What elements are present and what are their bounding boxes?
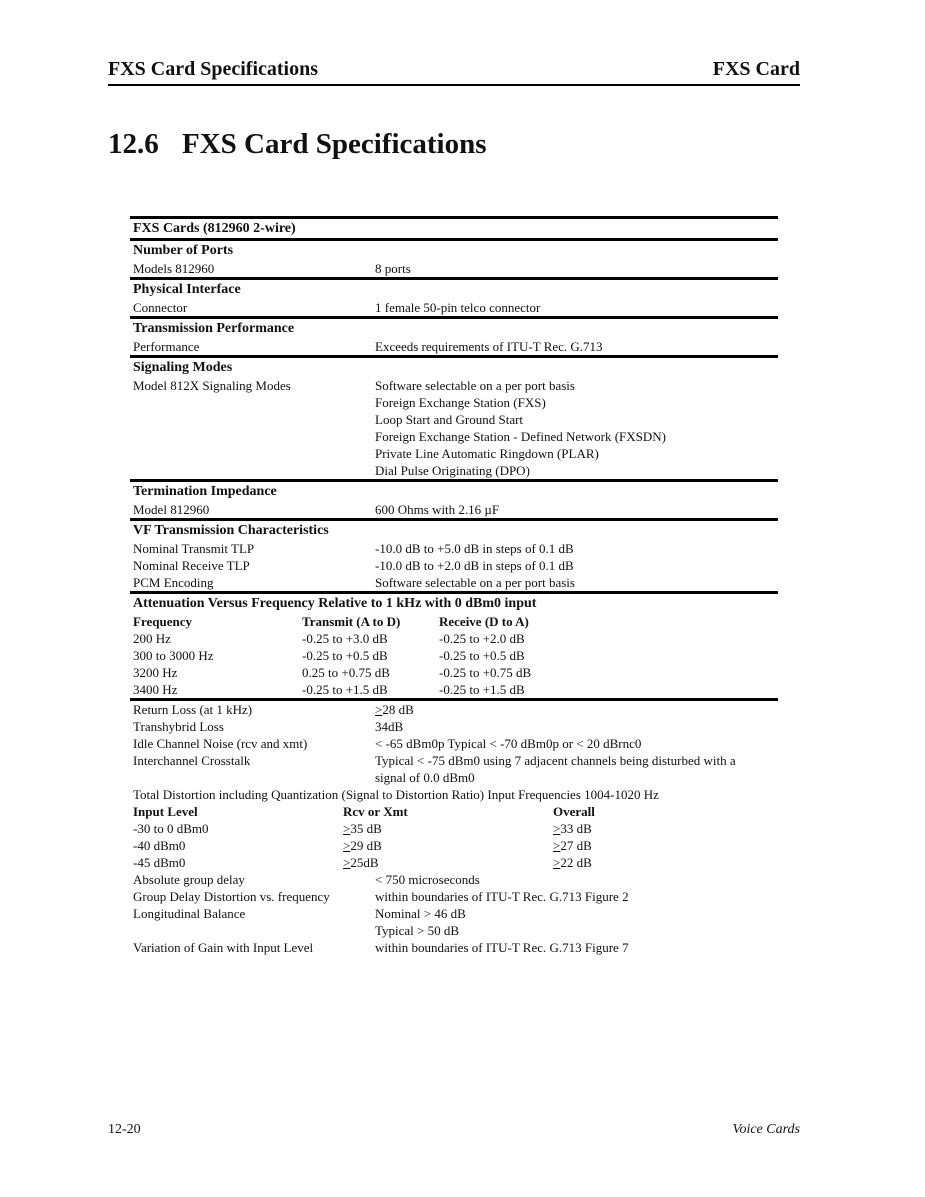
spec-value <box>375 540 775 557</box>
cell-value: 22 dB <box>560 855 592 870</box>
section-title-text: FXS Card Specifications <box>182 128 487 160</box>
spec-value-line <box>375 338 775 355</box>
spec-value-text: Nominal > 46 dB <box>375 906 466 921</box>
table-cell: -45 dBm0 <box>133 855 186 870</box>
cell-value: 25dB <box>350 855 379 870</box>
input-level-row <box>130 837 778 854</box>
attenuation-rows <box>130 630 778 698</box>
spec-row <box>130 939 778 956</box>
spec-value-text: < 750 microseconds <box>375 872 480 887</box>
spec-key: Nominal Transmit TLP <box>133 541 255 556</box>
table-cell: -0.25 to +0.5 dB <box>439 648 525 663</box>
spec-value-line <box>375 888 775 905</box>
table-cell: 3200 Hz <box>133 665 178 680</box>
spec-key: Performance <box>133 339 200 354</box>
spec-value-text: within boundaries of ITU-T Rec. G.713 Figure 7 <box>375 940 629 955</box>
input-level-header-row <box>130 803 778 820</box>
attenuation-header-row <box>130 613 778 630</box>
spec-key: Nominal Receive TLP <box>133 558 250 573</box>
column-header: Rcv or Xmt <box>343 804 408 819</box>
spec-value-text: Foreign Exchange Station (FXS) <box>375 395 546 410</box>
table-title: FXS Cards (812960 2-wire) <box>133 221 296 236</box>
header-right: FXS Card <box>712 58 800 80</box>
spec-value-text: Software selectable on a per port basis <box>375 575 575 590</box>
cell-value: 35 dB <box>350 821 382 836</box>
spec-key: Connector <box>133 300 188 315</box>
spec-key: Return Loss (at 1 kHz) <box>133 702 253 717</box>
spec-value-line <box>375 871 775 888</box>
table-cell: -0.25 to +2.0 dB <box>439 631 525 646</box>
spec-value-line <box>375 428 775 445</box>
column-header: Receive (D to A) <box>439 614 529 629</box>
spec-key: Transhybrid Loss <box>133 719 224 734</box>
table-cell <box>553 820 775 837</box>
spec-row <box>130 871 778 888</box>
spec-value-line <box>375 574 775 591</box>
spec-key: Variation of Gain with Input Level <box>133 940 314 955</box>
spec-value <box>375 718 775 735</box>
chapter-name: Voice Cards <box>732 1122 800 1137</box>
table-cell: -30 to 0 dBm0 <box>133 821 209 836</box>
spec-value-line <box>375 462 775 479</box>
spec-row <box>130 540 778 557</box>
spec-key: Absolute group delay <box>133 872 245 887</box>
input-level-row <box>130 820 778 837</box>
input-level-rows <box>130 820 778 871</box>
greater-equal-sign: > <box>553 855 561 870</box>
spec-value-text: Foreign Exchange Station - Defined Network (FXSDN) <box>375 429 666 444</box>
table-cell <box>343 837 553 854</box>
table-cell: 3400 Hz <box>133 682 178 697</box>
spec-value <box>375 871 775 888</box>
table-cell: -0.25 to +1.5 dB <box>439 682 525 697</box>
spec-key: Model 812X Signaling Modes <box>133 378 291 393</box>
spec-value-line <box>375 377 775 394</box>
spec-row <box>130 888 778 905</box>
input-level-row <box>130 854 778 871</box>
spec-row <box>130 377 778 479</box>
attenuation-heading: Attenuation Versus Frequency Relative to 1 kHz with 0 dBm0 input <box>133 596 537 611</box>
table-cell: -40 dBm0 <box>133 838 186 853</box>
group-heading: VF Transmission Characteristics <box>133 523 329 538</box>
table-cell: 300 to 3000 Hz <box>133 648 214 663</box>
spec-groups <box>130 238 778 591</box>
spec-value-text: Dial Pulse Originating (DPO) <box>375 463 530 478</box>
spec-row <box>130 718 778 735</box>
spec-value <box>375 501 775 518</box>
spec-value <box>375 338 775 355</box>
attenuation-row <box>130 664 778 681</box>
spec-row <box>130 905 778 939</box>
greater-equal-sign: > <box>553 821 561 836</box>
page-number: 12-20 <box>108 1122 141 1137</box>
spec-value <box>375 299 775 316</box>
group-heading: Number of Ports <box>133 243 234 258</box>
spec-value-text: 600 Ohms with 2.16 µF <box>375 502 500 517</box>
spec-value-line <box>375 752 775 769</box>
spec-value-text: 34dB <box>375 719 404 734</box>
attenuation-row <box>130 681 778 698</box>
spec-value-text: Typical > 50 dB <box>375 923 460 938</box>
spec-row <box>130 701 778 718</box>
spec-value-text: 8 ports <box>375 261 411 276</box>
spec-row <box>130 260 778 277</box>
spec-value-line <box>375 922 775 939</box>
section-number: 12.6 <box>108 128 159 160</box>
spec-value-text: -10.0 dB to +5.0 dB in steps of 0.1 dB <box>375 541 574 556</box>
spec-value-line <box>375 299 775 316</box>
spec-value-line <box>375 769 775 786</box>
spec-value <box>375 752 775 786</box>
attenuation-row <box>130 630 778 647</box>
spec-value <box>375 574 775 591</box>
spec-value-line <box>375 735 775 752</box>
header-left: FXS Card Specifications <box>108 58 318 80</box>
spec-key: Group Delay Distortion vs. frequency <box>133 889 330 904</box>
cell-value: 29 dB <box>350 838 382 853</box>
greater-equal-sign: > <box>343 838 351 853</box>
spec-value-line <box>375 939 775 956</box>
table-cell <box>553 837 775 854</box>
spec-value-text: 28 dB <box>382 702 414 717</box>
spec-key: Interchannel Crosstalk <box>133 753 251 768</box>
table-cell: 200 Hz <box>133 631 171 646</box>
spec-value-text: -10.0 dB to +2.0 dB in steps of 0.1 dB <box>375 558 574 573</box>
spec-value-line <box>375 718 775 735</box>
cell-value: 33 dB <box>560 821 592 836</box>
spec-value <box>375 905 775 939</box>
table-cell <box>343 854 553 871</box>
table-cell: -0.25 to +3.0 dB <box>302 631 388 646</box>
spec-value-line <box>375 445 775 462</box>
group-heading: Termination Impedance <box>133 484 277 499</box>
spec-value-text: < -65 dBm0p Typical < -70 dBm0p or < 20 dBrnc0 <box>375 736 642 751</box>
spec-value <box>375 260 775 277</box>
group-heading: Transmission Performance <box>133 321 295 336</box>
spec-value <box>375 888 775 905</box>
section-title <box>108 128 487 161</box>
column-header: Frequency <box>133 614 192 629</box>
spec-value-line <box>375 701 775 718</box>
spec-value-text: 1 female 50-pin telco connector <box>375 300 541 315</box>
table-cell: -0.25 to +0.75 dB <box>439 665 532 680</box>
group-heading: Signaling Modes <box>133 360 233 375</box>
spec-value-line <box>375 260 775 277</box>
spec-value-text: signal of 0.0 dBm0 <box>375 770 475 785</box>
spec-key: Model 812960 <box>133 502 210 517</box>
greater-equal-sign: > <box>375 702 383 717</box>
spec-row <box>130 299 778 316</box>
spec-value-text: Exceeds requirements of ITU-T Rec. G.713 <box>375 339 603 354</box>
spec-value-text: within boundaries of ITU-T Rec. G.713 Figure 2 <box>375 889 629 904</box>
spec-row <box>130 557 778 574</box>
table-cell <box>343 820 553 837</box>
spec-value-line <box>375 540 775 557</box>
spec-value-text: Loop Start and Ground Start <box>375 412 524 427</box>
spec-value <box>375 735 775 752</box>
spec-value <box>375 939 775 956</box>
running-header <box>108 58 800 86</box>
spec-row <box>130 338 778 355</box>
table-cell: 0.25 to +0.75 dB <box>302 665 390 680</box>
spec-row <box>130 735 778 752</box>
spec-row <box>130 501 778 518</box>
column-header: Overall <box>553 804 595 819</box>
spec-value-line <box>375 905 775 922</box>
cell-value: 27 dB <box>560 838 592 853</box>
spec-key: Models 812960 <box>133 261 215 276</box>
table-cell: -0.25 to +0.5 dB <box>302 648 388 663</box>
spec-row <box>130 574 778 591</box>
spec-value-line <box>375 411 775 428</box>
greater-equal-sign: > <box>343 821 351 836</box>
greater-equal-sign: > <box>343 855 351 870</box>
group-heading: Physical Interface <box>133 282 241 297</box>
attenuation-row <box>130 647 778 664</box>
spec-value-line <box>375 501 775 518</box>
spec-value <box>375 557 775 574</box>
table-cell: -0.25 to +1.5 dB <box>302 682 388 697</box>
spec-key: PCM Encoding <box>133 575 214 590</box>
spec-value <box>375 701 775 718</box>
tail-specs <box>130 871 778 956</box>
spec-value-line <box>375 394 775 411</box>
column-header: Transmit (A to D) <box>302 614 401 629</box>
spec-key: Idle Channel Noise (rcv and xmt) <box>133 736 308 751</box>
spec-value-text: Private Line Automatic Ringdown (PLAR) <box>375 446 599 461</box>
spec-value-text: Typical < -75 dBm0 using 7 adjacent channels being disturbed with a <box>375 753 736 768</box>
spec-table <box>130 216 778 956</box>
table-cell <box>553 854 775 871</box>
spec-value-text: Software selectable on a per port basis <box>375 378 575 393</box>
column-header: Input Level <box>133 804 198 819</box>
spec-row <box>130 752 778 786</box>
misc-specs <box>130 701 778 786</box>
spec-key: Longitudinal Balance <box>133 906 246 921</box>
distortion-note: Total Distortion including Quantization (Signal to Distortion Ratio) Input Frequencies 1004-1020 Hz <box>133 787 659 802</box>
greater-equal-sign: > <box>553 838 561 853</box>
spec-value-line <box>375 557 775 574</box>
spec-value <box>375 377 775 479</box>
